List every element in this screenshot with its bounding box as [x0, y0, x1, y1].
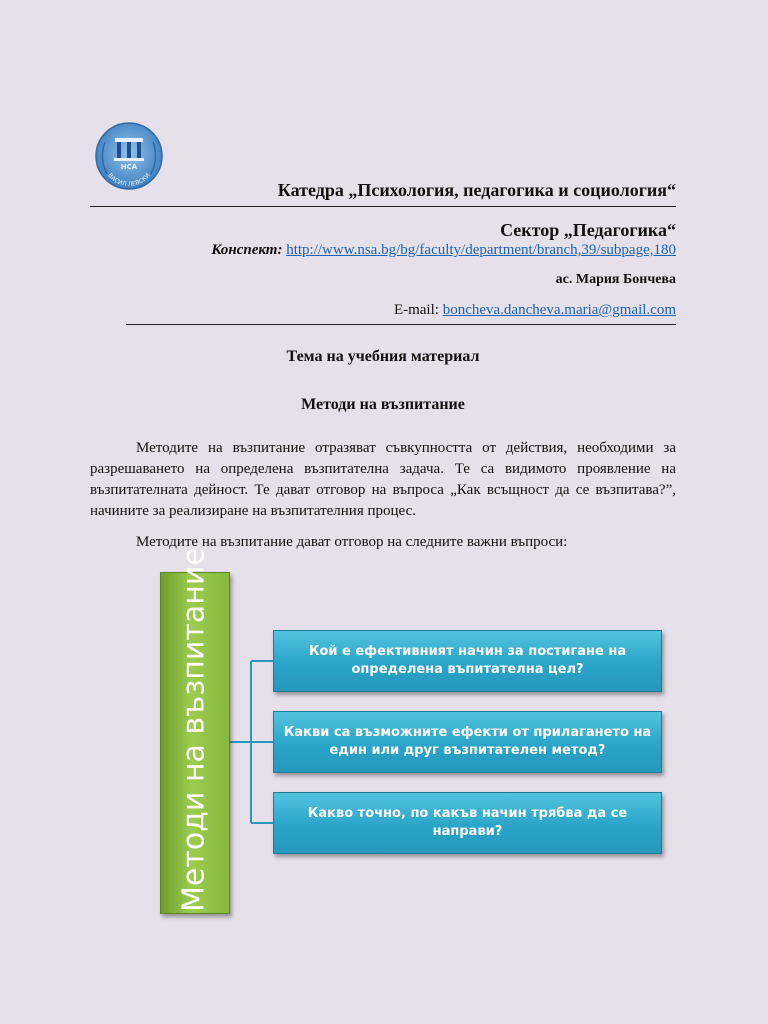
- logo-text-top: НСА: [120, 163, 138, 171]
- synopsis-link[interactable]: http://www.nsa.bg/bg/faculty/department/branch,39/subpage,180: [286, 242, 676, 258]
- synopsis-label: Конспект:: [211, 242, 283, 258]
- email-label: E-mail:: [393, 302, 439, 318]
- questions-lead-paragraph: Методите на възпитание дават отговор на следните важни въпроси:: [136, 534, 568, 550]
- question-box-1: Кой е ефективният начин за постигане на определена въпитателна цел?: [273, 630, 662, 692]
- question-box-2: Какви са възможните ефекти от прилагането на един или друг възпитателен метод?: [273, 711, 662, 773]
- intro-paragraph: Методите на възпитание отразяват съвкупността от действия, необходими за разрешаването на определена възпитателна задача. Те са видимото проявление на възпитателната дейност. Те дават отговор на въпроса „Как всъщност да се възпитава?”, начините за реализиране на възпитателния процес.: [90, 440, 676, 519]
- diagram-root-label: Методи на възпитание: [176, 547, 212, 912]
- lesson-title: Методи на възпитание: [301, 396, 465, 413]
- department-heading: Катедра „Психология, педагогика и социология“: [277, 180, 676, 200]
- email-link[interactable]: boncheva.dancheva.maria@gmail.com: [442, 302, 676, 318]
- logo-text-ring: ВАСИЛ ЛЕВСКИ: [106, 172, 152, 189]
- topic-heading: Тема на учебния материал: [286, 348, 480, 365]
- author-name: ас. Мария Бончева: [555, 272, 676, 287]
- question-box-3: Какво точно, по какъв начин трябва да се направи?: [273, 792, 662, 854]
- sector-heading: Сектор „Педагогика“: [500, 220, 676, 240]
